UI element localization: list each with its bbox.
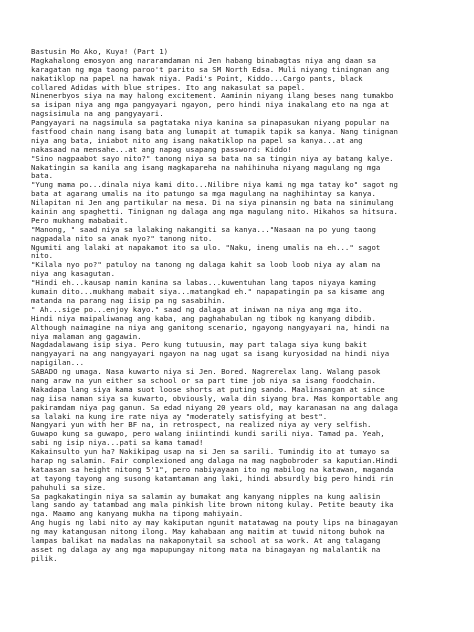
text-line: pilik. xyxy=(31,554,58,563)
text-line: napigilan... xyxy=(31,359,85,368)
text-line: Nangyari yun with her BF na, in retrospect, na realized niya ay very selfish. xyxy=(31,421,372,430)
text-line: nga. Maamo ang kanyang mukha na tipong mahiyain. xyxy=(31,510,244,519)
text-line: nakatiklop na papel na hawak niya. Padi's Point, Kiddo...Cargo pants, black xyxy=(31,74,363,83)
text-line: Ang hugis ng labi nito ay may kakiputan ngunit matatawag na pouty lips na binagayan xyxy=(31,519,398,528)
text-line: "Yung mama po...dinala niya kami dito...Nilibre niya kami ng mga tatay ko" sagot ng xyxy=(31,181,398,190)
text-line: asset ng dalaga ay ang mga mapupungay nitong mata na binagayan ng malalantik na xyxy=(31,545,381,554)
text-line: collared Adidas with blue stripes. Ito ang nakasulat sa papel. xyxy=(31,83,306,92)
text-line: kataasan sa height nitong 5'1", pero nabiyayaan ito ng mabilog na katawan, maganda xyxy=(31,465,394,474)
text-line: nangyayari na ang nangyayari ngayon na nag ugat sa isang kuryosidad na hindi niya xyxy=(31,350,390,359)
text-line: nag iisa naman siya sa kuwarto, obviously, wala din siyang bra. Mas komportable ang xyxy=(31,394,398,403)
text-line: "Manong, " saad niya sa lalaking nakangiti sa kanya..."Nasaan na po yung taong xyxy=(31,225,376,234)
text-line: Hindi niya maipaliwanag ang kaba, ang paghahabulan ng tibok ng kanyang dibdib. xyxy=(31,314,376,323)
text-line: kumain dito...mukhang mabait siya...matangkad eh." napapatingin pa sa kisame ang xyxy=(31,288,385,297)
text-line: Pangyayari na nagsimula sa pagtataka niya kanina sa pinapasukan niyang popular na xyxy=(31,119,390,128)
text-line: pakiramdam niya pag ganun. Sa edad niyang 20 years old, may karanasan na ang dalaga xyxy=(31,403,398,412)
text-line: sa isipan niya ang mga pangyayari ngayon, pero hindi niya inakalang eto na nga at xyxy=(31,101,390,110)
text-line: lang sando ay tatambad ang mala pinkish lite brown nitong kulay. Petite beauty ika xyxy=(31,501,394,510)
text-line: Sa pagkakatingin niya sa salamin ay bumakat ang kanyang nipples na kung aalisin xyxy=(31,492,381,501)
text-line: pahuhuli sa size. xyxy=(31,483,107,492)
text-line: karagatan ng mga taong paroo't parito sa SM North Edsa. Muli niyang tiningnan ang xyxy=(31,65,390,74)
text-line: "Hindi eh...kausap namin kanina sa labas...kuwentuhan lang tapos niyaya kaming xyxy=(31,279,376,288)
text-line: harap ng salamin. Fair complexioned ang dalaga na mag nagbobroder sa kaputian.Hindi xyxy=(31,456,398,465)
text-line: sabi ng isip niya...pati sa kama tamad! xyxy=(31,439,204,448)
text-line: Nagdadalawang isip siya. Pero kung tutuusin, may part talaga siya kung bakit xyxy=(31,341,368,350)
text-line: "Kilala nyo po?" patuloy na tanong ng dalaga kahit sa loob loob niya ay alam na xyxy=(31,261,381,270)
text-line: niya malaman ang gagawin. xyxy=(31,332,142,341)
text-line: nagpadala nito sa anak nyo?" tanong nito. xyxy=(31,234,213,243)
text-line: fastfood chain nang isang bata ang lumapit at tumapik tapik sa kanya. Nang tinignan xyxy=(31,128,398,137)
text-line: lampas balikat na madalas na nakaponytail sa school at sa work. At ang talagang xyxy=(31,536,381,545)
text-line: Guwapo kung sa guwapo, pero walang iniintindi kundi sarili niya. Tamad pa. Yeah, xyxy=(31,430,385,439)
text-line: nagsisimula na ang pangyayari. xyxy=(31,110,164,119)
text-line: at tayong tayong ang susong katamtaman ang laki, hindi absurdly big pero hindi rin xyxy=(31,474,394,483)
text-line: Magkahalong emosyon ang nararamdaman ni Jen habang binabagtas niya ang daan sa xyxy=(31,56,376,65)
text-line: "Sino nagpaabot sayo nito?" tanong niya sa bata na sa tingin niya ay batang kalye. xyxy=(31,154,394,163)
story-body xyxy=(31,57,451,564)
text-line: matanda na parang nag iisip pa ng sasabihin. xyxy=(31,296,226,305)
text-line: bata. xyxy=(31,172,54,181)
text-line: nang araw na yun either sa school or sa part time job niya sa isang foodchain. xyxy=(31,376,376,385)
text-line: Pero mukhang mababait. xyxy=(31,216,129,225)
text-line: Ninenerbyos siya na may halong excitement. Aaminin niyang ilang beses nang tumakbo xyxy=(31,92,394,101)
document-page xyxy=(31,48,451,564)
text-line: Nakatingin sa kanila ang isang magkapareha na nahihinuha niyang magulang ng mga xyxy=(31,163,381,172)
text-line: Nakadapa lang siya kama suot loose shorts at puting sando. Maalinsangan at since xyxy=(31,385,385,394)
text-line: nito. xyxy=(31,252,54,261)
story-title: Bastusin Mo Ako, Kuya! (Part 1) xyxy=(31,48,169,56)
text-line: sa lalaki na kung ire rate niya ay "moderately satisfying at best". xyxy=(31,412,328,421)
text-line: Although naimagine na niya ang ganitong scenario, ngayong nangyayari na, hindi na xyxy=(31,323,390,332)
text-line: bata at agarang umalis na ito patungo sa mga magulang na naghihintay sa kanya. xyxy=(31,190,376,199)
text-line: niya ang bata, iniabot nito ang isang nakatiklop na papel sa kanya...at ang xyxy=(31,136,363,145)
text-line: Nilapitan ni Jen ang partikular na mesa. Di na siya pinansin ng bata na sinimulang xyxy=(31,199,394,208)
text-line: nakasaad na mensahe...at ang napag usapang password: Kiddo! xyxy=(31,145,292,154)
text-line: kainin ang spaghetti. Tinignan ng dalaga ang mga magulang nito. Hikahos sa hitsura. xyxy=(31,208,398,217)
text-line: Ngumiti ang lalaki at napakamot ito sa ulo. "Naku, ineng umalis na eh..." sagot xyxy=(31,243,381,252)
text-line: Kakainsulto yun ha? Nakikipag usap na si Jen sa sarili. Tumindig ito at tumayo sa xyxy=(31,448,390,457)
text-line: niya ang kasagutan. xyxy=(31,270,116,279)
text-line: " Ah...sige po...enjoy kayo." saad ng dalaga at iniwan na niya ang mga ito. xyxy=(31,305,363,314)
text-line: ng may katangusan nitong ilong. May kahabaan ang maitim at tuwid nitong buhok na xyxy=(31,528,385,537)
text-line: SABADO ng umaga. Nasa kuwarto niya si Jen. Bored. Nagrerelax lang. Walang pasok xyxy=(31,368,381,377)
